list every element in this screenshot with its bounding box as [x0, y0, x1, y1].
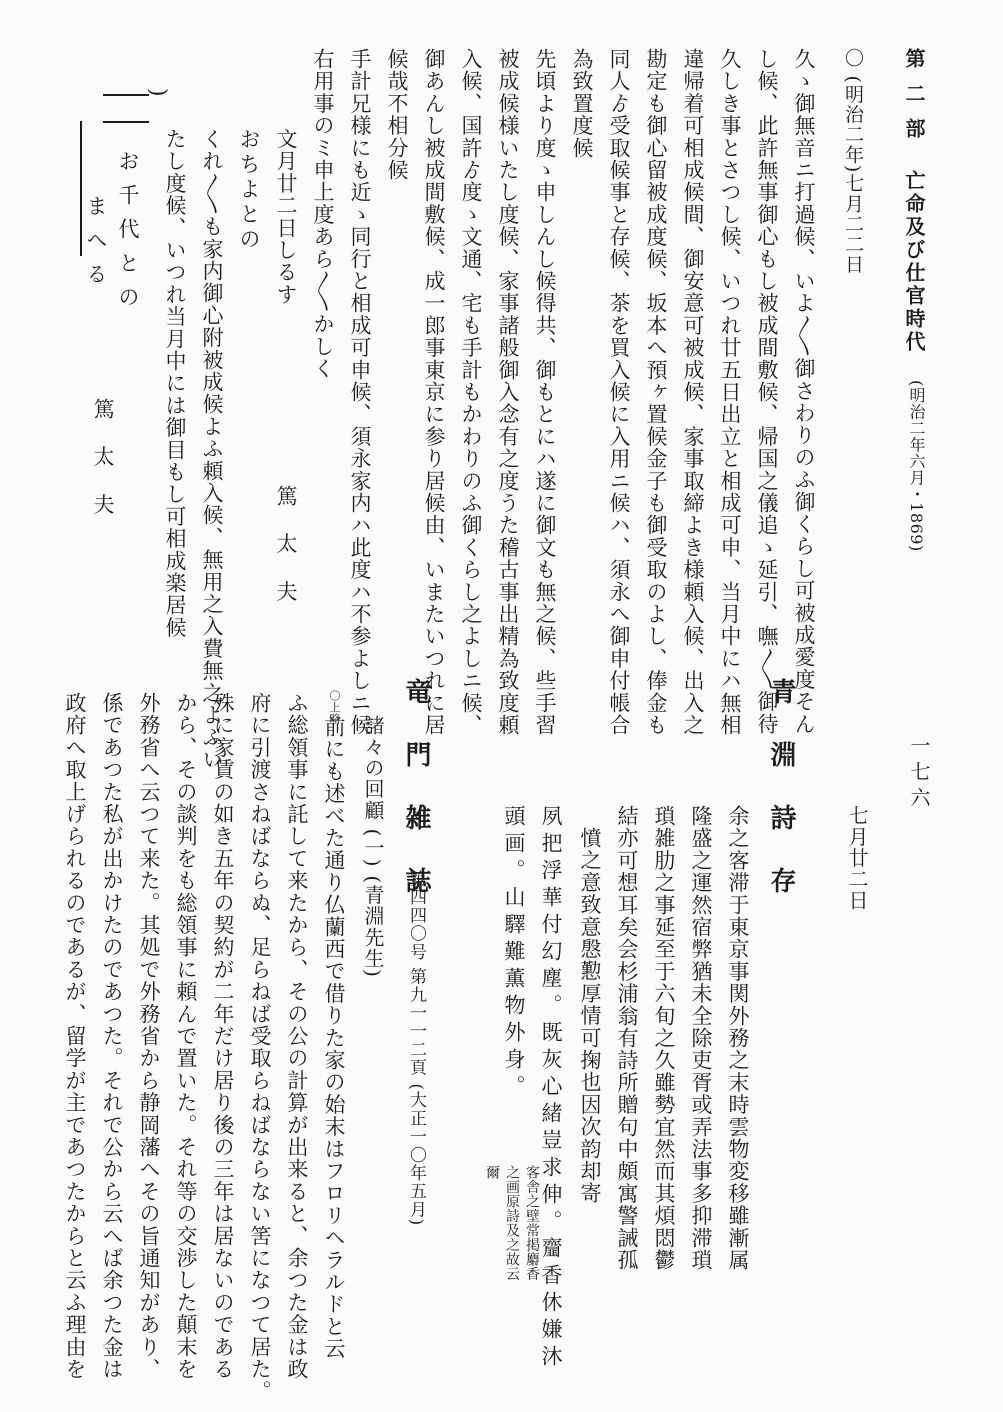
postscript-addressee: おちよとの [237, 128, 261, 253]
postscript-line: くれ〳〵も家内御心附被成候よふ頼入候、無用之入費無之よふい [200, 128, 224, 771]
poem-line: 結亦可想耳矣会杉浦翁有詩所贈句中頗寓警誡孤 [615, 805, 639, 1272]
era-range: (明治二年六月・1869) [907, 380, 926, 552]
letter-line: 同人ゟ受取候事と存候、茶を買入候に入用ニ候ハ、須永へ御申付帳合 [607, 48, 631, 737]
memoir-line: 外務省へ云つて来た。其処で外務省から静岡藩へその旨通知があり、 [137, 692, 161, 1381]
poem-note: 客舎之壁常掲麝香之画原詩及之故云爾 [484, 1165, 540, 1281]
memoir-line: 殊に家賃の如き五年の契約が二年だけ居り後の三年は居ないのである [211, 692, 235, 1381]
postscript-line: たし度候、いつれ当月中には御目もし可相成楽居候 [163, 128, 187, 639]
poem-verse: 頭画。山驛難薫物外身。 [502, 805, 526, 1102]
memoir-line: 前にも述べた通り仏蘭西で借りた家の始末はフロリヘラルドと云 [322, 716, 346, 1360]
poem-line: 瑣雑肋之事延至于六旬之久雖勢宜然而其煩悶鬱 [652, 805, 676, 1272]
letter-line: 久ゝ御無音ニ打過候、いよ〳〵御さわりのふ御くらし可被成愛度そん [792, 48, 816, 735]
memoir-line: 政府へ取上げられるのであるが、留学が主であつたからと云ふ理由を [63, 692, 87, 1381]
letter-line: 違帰着可相成候間、御安意可被成候、家事取締よき様頼入候、出入之 [681, 48, 705, 737]
letter-line: 久しき事とさつし候、いつれ廿五日出立と相成可申、当月中にハ無相 [718, 48, 742, 737]
bracket-vertical-line [80, 121, 82, 256]
letter-line: 候哉不相分候 [385, 48, 409, 182]
bracket-top-line [103, 94, 149, 96]
poem-title: 青 淵 詩 存 [766, 678, 796, 908]
poem-line: 憤之意致意慇懃厚情可掬也因次韵却寄 [578, 827, 602, 1205]
memoir-lead: 〇上略 [328, 690, 341, 725]
letter-line: 勘定も御心留被成度候、坂本へ預ヶ置候金子も御受取のよし、俸金も [644, 48, 668, 737]
letter-line: し候、此許無事御心もし被成間敷候、帰国之儀追ゝ延引、嘸〳〵御待 [755, 48, 779, 735]
bracket-bottom-line [103, 121, 149, 123]
bracket-paren: ) [145, 88, 170, 98]
memoir-subtitle: 諸々の回顧 (一) (青淵先生) [361, 715, 385, 979]
part-label: 第 二 部 [902, 48, 926, 142]
poem-line: 余之客滞于東京事関外務之末時雲物変移雖漸属 [726, 805, 750, 1272]
letter-heading: 〇 (明治二年)七月二二日 [842, 48, 864, 275]
letter-line: 為致置度候 [570, 48, 594, 159]
letter-line: 右用事のミ申上度あら〳〵かしく [311, 48, 335, 380]
letter-date: 文月廿二日しるす [274, 128, 298, 306]
memoir-line: から、その談判をも総領事に頼んで置いた。それ等の交渉した顛末を [174, 692, 198, 1381]
section-title: 亡命及び仕官時代 [902, 170, 926, 354]
poem-line: 隆盛之運然宿弊猶未全除吏胥或弄法事多抑滞瑣 [689, 805, 713, 1272]
memoir-title: 竜 門 雑 誌 [401, 678, 431, 908]
memoir-line: ふ総領事に託して来たから、その公の計算が出来ると、余つた金は政 [285, 692, 309, 1381]
recipient-honorific: まへる [84, 195, 108, 297]
memoir-line: 府に引渡さねばならぬ、足らねば受取らねばならない筈になつて居た。 [248, 692, 272, 1403]
letter-line: 入候、国許ゟ度ゝ文通、宅も手計もかわりのふ御くらし之よしニ候、 [459, 48, 483, 737]
page-number: 一七六 [907, 735, 931, 813]
memoir-issue: 第四四〇号 第九一一二頁 (大正一〇年五月) [406, 870, 426, 1227]
memoir-line: 係であつた私が出かけたのであつた。それで公から云へば余つた金は [100, 692, 124, 1381]
letter-sender: 篤 太 夫 [274, 485, 298, 612]
postscript-sender: 篤 太 夫 [91, 398, 115, 525]
letter-line: 手計兄様にも近ゝ同行と相成可申候、須永家内ハ此度ハ不参よしニ候 [348, 48, 372, 737]
letter-line: 御あんし被成間敷候、成一郎事東京に参り居候由、いまたいつれに居 [422, 48, 446, 737]
letter-line: 先頃より度ゝ申しんし候得共、御もとにハ遂に御文も無之候、些手習 [533, 48, 557, 737]
poem-verse: 夙把浮華付幻塵。既灰心緒豈求伸。齏香休嫌沐 [539, 805, 563, 1372]
recipient-name: お千代との [116, 150, 140, 320]
poem-date: 七月廿二日 [845, 805, 869, 911]
letter-line: 被成候様いたし度候、家事諸般御入念有之度うた稽古事出精為致度頼 [496, 48, 520, 737]
